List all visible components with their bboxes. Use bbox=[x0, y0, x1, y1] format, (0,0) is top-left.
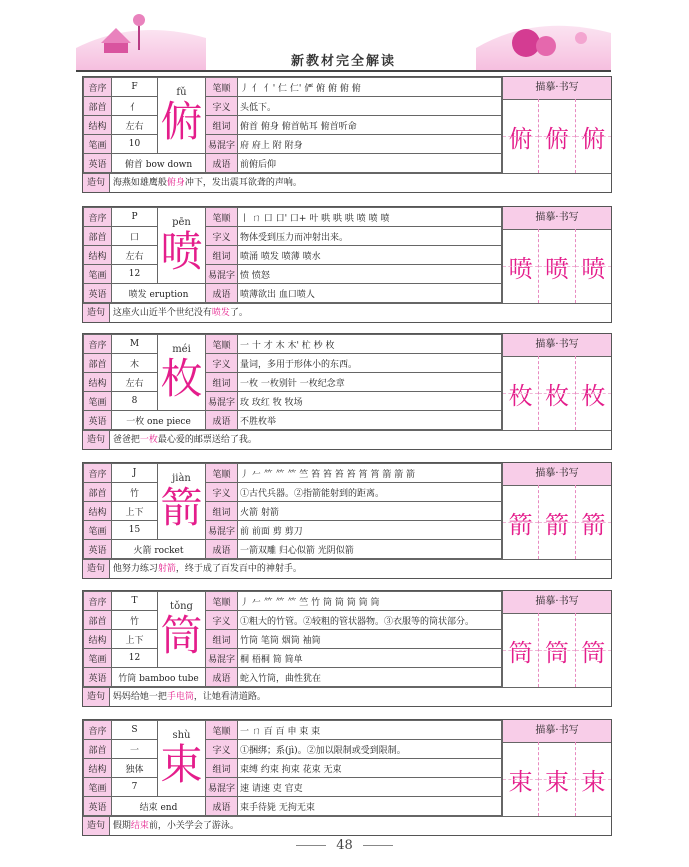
structure-value: 上下 bbox=[112, 502, 158, 521]
trace-cell[interactable]: 俯 bbox=[576, 99, 611, 173]
big-character bbox=[158, 78, 206, 154]
label-words: 组词 bbox=[206, 630, 238, 649]
label-strokes: 笔画 bbox=[84, 392, 112, 411]
sentence-row bbox=[83, 303, 611, 322]
confusable-value: 玫 玫红 牧 牧场 bbox=[238, 392, 502, 411]
header-banner bbox=[76, 8, 611, 70]
idiom-value: 不胜枚举 bbox=[238, 411, 502, 430]
big-character bbox=[158, 721, 206, 797]
sentence-highlight: 手电筒 bbox=[166, 692, 194, 702]
order-value: F bbox=[112, 78, 158, 97]
strokes-value: 7 bbox=[112, 778, 158, 797]
sentence-post: ，终于成了百发百中的神射手。 bbox=[175, 564, 302, 574]
sentence-pre: 海燕如雄鹰般 bbox=[112, 178, 167, 188]
trace-cell[interactable]: 束 bbox=[576, 742, 611, 816]
stroke-order-value: 丨 ㄇ 口 口' 口+ 叶 哄 哄 哄 喷 喷 喷 bbox=[238, 208, 502, 227]
trace-cell[interactable]: 俯 bbox=[503, 99, 539, 173]
trace-cell[interactable]: 枚 bbox=[539, 356, 575, 430]
label-order: 音序 bbox=[84, 208, 112, 227]
stroke-order-value: 丿 𠂉 ⺮ ⺮ ⺮ 竺 笞 笞 笞 笞 筲 筲 箭 箭 箭 bbox=[238, 464, 502, 483]
label-confusable: 易混字 bbox=[206, 392, 238, 411]
words-value: 火箭 射箭 bbox=[238, 502, 502, 521]
label-words: 组词 bbox=[206, 759, 238, 778]
sentence-pre: 他努力练习 bbox=[112, 564, 158, 574]
label-confusable: 易混字 bbox=[206, 649, 238, 668]
pinyin: shù bbox=[172, 729, 191, 741]
meaning-value: ①捆绑；系(jì)。②加以限制或受到限制。 bbox=[238, 740, 502, 759]
character-card bbox=[82, 76, 612, 193]
trace-label: 描摹·书写 bbox=[503, 207, 611, 230]
strokes-value: 12 bbox=[112, 265, 158, 284]
label-words: 组词 bbox=[206, 116, 238, 135]
words-value: 竹筒 笔筒 烟筒 袖筒 bbox=[238, 630, 502, 649]
trace-cell[interactable]: 枚 bbox=[576, 356, 611, 430]
trace-label: 描摹·书写 bbox=[503, 77, 611, 100]
sentence-row bbox=[83, 559, 611, 578]
sentence-row bbox=[83, 687, 611, 706]
stroke-order-value: 一 十 才 木 木' 杧 杪 枚 bbox=[238, 335, 502, 354]
label-english: 英语 bbox=[84, 797, 112, 816]
pinyin: pēn bbox=[172, 216, 191, 228]
idiom-value: 前俯后仰 bbox=[238, 154, 502, 173]
page-title: 新教材完全解读 bbox=[290, 54, 396, 69]
label-idiom: 成语 bbox=[206, 797, 238, 816]
sentence-post: 了。 bbox=[229, 308, 248, 318]
label-order: 音序 bbox=[84, 335, 112, 354]
label-radical: 部首 bbox=[84, 97, 112, 116]
label-confusable: 易混字 bbox=[206, 521, 238, 540]
trace-cell[interactable]: 枚 bbox=[503, 356, 539, 430]
confusable-value: 前 前面 剪 剪刀 bbox=[238, 521, 502, 540]
sentence-pre: 这座火山近半个世纪没有 bbox=[112, 308, 212, 318]
character: 束 bbox=[160, 739, 203, 789]
sentence-highlight: 射箭 bbox=[157, 564, 176, 574]
structure-value: 左右 bbox=[112, 373, 158, 392]
idiom-value: 一箭双雕 归心似箭 光阴似箭 bbox=[238, 540, 502, 559]
character-card bbox=[82, 462, 612, 579]
radical-value: 木 bbox=[112, 354, 158, 373]
stroke-order-value: 丿 亻 亻' 仁 仁' 俨 俯 俯 俯 俯 bbox=[238, 78, 502, 97]
meaning-value: ①古代兵器。②指箭能射到的距离。 bbox=[238, 483, 502, 502]
trace-cell[interactable]: 箭 bbox=[503, 485, 539, 559]
label-english: 英语 bbox=[84, 154, 112, 173]
meaning-value: ①粗大的竹管。②较粗的管状器物。③衣服等的筒状部分。 bbox=[238, 611, 502, 630]
words-value: 喷涌 喷发 喷薄 喷水 bbox=[238, 246, 502, 265]
meaning-value: 头低下。 bbox=[238, 97, 502, 116]
radical-value: 竹 bbox=[112, 611, 158, 630]
trace-cell[interactable]: 箭 bbox=[539, 485, 575, 559]
trace-label: 描摹·书写 bbox=[503, 334, 611, 357]
sentence-highlight: 一枚 bbox=[139, 435, 158, 445]
label-idiom: 成语 bbox=[206, 284, 238, 303]
trace-label: 描摹·书写 bbox=[503, 720, 611, 743]
sentence-row bbox=[83, 173, 611, 192]
label-idiom: 成语 bbox=[206, 154, 238, 173]
character: 枚 bbox=[160, 353, 203, 403]
words-value: 束缚 约束 拘束 花束 无束 bbox=[238, 759, 502, 778]
label-stroke-order: 笔顺 bbox=[206, 721, 238, 740]
label-idiom: 成语 bbox=[206, 668, 238, 687]
radical-value: 口 bbox=[112, 227, 158, 246]
label-radical: 部首 bbox=[84, 740, 112, 759]
radical-value: 竹 bbox=[112, 483, 158, 502]
order-value: T bbox=[112, 592, 158, 611]
trace-cell[interactable]: 喷 bbox=[576, 229, 611, 303]
order-value: P bbox=[112, 208, 158, 227]
label-english: 英语 bbox=[84, 540, 112, 559]
label-words: 组词 bbox=[206, 373, 238, 392]
label-order: 音序 bbox=[84, 464, 112, 483]
label-radical: 部首 bbox=[84, 354, 112, 373]
label-sentence: 造句 bbox=[83, 817, 110, 835]
sentence-row bbox=[83, 430, 611, 449]
label-sentence: 造句 bbox=[83, 431, 110, 449]
label-structure: 结构 bbox=[84, 116, 112, 135]
label-sentence: 造句 bbox=[83, 304, 110, 322]
english-value: 俯首 bow down bbox=[112, 154, 206, 173]
label-confusable: 易混字 bbox=[206, 265, 238, 284]
big-character bbox=[158, 464, 206, 540]
trace-cell[interactable]: 俯 bbox=[539, 99, 575, 173]
label-stroke-order: 笔顺 bbox=[206, 464, 238, 483]
label-stroke-order: 笔顺 bbox=[206, 335, 238, 354]
english-value: 火箭 rocket bbox=[112, 540, 206, 559]
pinyin: méi bbox=[172, 343, 191, 355]
sentence-highlight: 俯身 bbox=[166, 178, 185, 188]
label-strokes: 笔画 bbox=[84, 778, 112, 797]
strokes-value: 15 bbox=[112, 521, 158, 540]
strokes-value: 10 bbox=[112, 135, 158, 154]
label-meaning: 字义 bbox=[206, 483, 238, 502]
trace-cell[interactable]: 喷 bbox=[503, 229, 539, 303]
label-meaning: 字义 bbox=[206, 611, 238, 630]
trace-cell[interactable]: 箭 bbox=[576, 485, 611, 559]
confusable-value: 愤 愤怒 bbox=[238, 265, 502, 284]
sentence-post: ，让她看清道路。 bbox=[193, 692, 266, 702]
label-strokes: 笔画 bbox=[84, 135, 112, 154]
banner-divider bbox=[76, 70, 611, 72]
pinyin: tǒng bbox=[170, 600, 193, 612]
sentence-post: 前，小关学会了游泳。 bbox=[148, 821, 239, 831]
radical-value: 一 bbox=[112, 740, 158, 759]
structure-value: 左右 bbox=[112, 116, 158, 135]
label-stroke-order: 笔顺 bbox=[206, 78, 238, 97]
big-character bbox=[158, 208, 206, 284]
page-number: 48 bbox=[0, 838, 689, 853]
character-card bbox=[82, 719, 612, 836]
radical-value: 亻 bbox=[112, 97, 158, 116]
sentence-highlight: 喷发 bbox=[211, 308, 230, 318]
trace-cell[interactable]: 筒 bbox=[539, 613, 575, 687]
confusable-value: 府 府上 附 附身 bbox=[238, 135, 502, 154]
meaning-value: 量词，多用于形体小的东西。 bbox=[238, 354, 502, 373]
order-value: M bbox=[112, 335, 158, 354]
trace-label: 描摹·书写 bbox=[503, 591, 611, 614]
pinyin: fǔ bbox=[176, 86, 187, 98]
label-meaning: 字义 bbox=[206, 227, 238, 246]
label-structure: 结构 bbox=[84, 630, 112, 649]
trace-cell[interactable]: 喷 bbox=[539, 229, 575, 303]
character: 俯 bbox=[160, 96, 203, 146]
idiom-value: 蛇入竹筒，曲性犹在 bbox=[238, 668, 502, 687]
character: 筒 bbox=[160, 610, 203, 660]
structure-value: 上下 bbox=[112, 630, 158, 649]
sentence-highlight: 结束 bbox=[130, 821, 149, 831]
label-stroke-order: 笔顺 bbox=[206, 208, 238, 227]
label-sentence: 造句 bbox=[83, 174, 110, 192]
label-words: 组词 bbox=[206, 502, 238, 521]
label-structure: 结构 bbox=[84, 502, 112, 521]
label-radical: 部首 bbox=[84, 611, 112, 630]
big-character bbox=[158, 592, 206, 668]
english-value: 一枚 one piece bbox=[112, 411, 206, 430]
trace-box bbox=[502, 463, 611, 559]
structure-value: 左右 bbox=[112, 246, 158, 265]
label-order: 音序 bbox=[84, 592, 112, 611]
character: 喷 bbox=[160, 226, 203, 276]
label-sentence: 造句 bbox=[83, 560, 110, 578]
label-meaning: 字义 bbox=[206, 354, 238, 373]
label-confusable: 易混字 bbox=[206, 135, 238, 154]
label-sentence: 造句 bbox=[83, 688, 110, 706]
sentence-pre: 妈妈给她一把 bbox=[112, 692, 167, 702]
character-card bbox=[82, 206, 612, 323]
label-stroke-order: 笔顺 bbox=[206, 592, 238, 611]
label-english: 英语 bbox=[84, 411, 112, 430]
trace-box bbox=[502, 334, 611, 430]
label-strokes: 笔画 bbox=[84, 265, 112, 284]
strokes-value: 12 bbox=[112, 649, 158, 668]
label-meaning: 字义 bbox=[206, 97, 238, 116]
label-order: 音序 bbox=[84, 721, 112, 740]
label-order: 音序 bbox=[84, 78, 112, 97]
big-character bbox=[158, 335, 206, 411]
meaning-value: 物体受到压力而冲射出来。 bbox=[238, 227, 502, 246]
order-value: J bbox=[112, 464, 158, 483]
idiom-value: 喷薄欲出 血口喷人 bbox=[238, 284, 502, 303]
label-structure: 结构 bbox=[84, 373, 112, 392]
label-english: 英语 bbox=[84, 668, 112, 687]
confusable-value: 桐 梧桐 简 简单 bbox=[238, 649, 502, 668]
label-structure: 结构 bbox=[84, 759, 112, 778]
label-strokes: 笔画 bbox=[84, 649, 112, 668]
stroke-order-value: 一 ㄇ 百 百 申 束 束 bbox=[238, 721, 502, 740]
sentence-pre: 假期 bbox=[112, 821, 131, 831]
sentence-post: 冲下，发出震耳欲聋的声响。 bbox=[184, 178, 302, 188]
label-radical: 部首 bbox=[84, 483, 112, 502]
structure-value: 独体 bbox=[112, 759, 158, 778]
trace-box bbox=[502, 77, 611, 173]
trace-box bbox=[502, 591, 611, 687]
label-strokes: 笔画 bbox=[84, 521, 112, 540]
trace-cell[interactable]: 筒 bbox=[576, 613, 611, 687]
words-value: 俯首 俯身 俯首帖耳 俯首听命 bbox=[238, 116, 502, 135]
label-confusable: 易混字 bbox=[206, 778, 238, 797]
idiom-value: 束手待毙 无拘无束 bbox=[238, 797, 502, 816]
label-meaning: 字义 bbox=[206, 740, 238, 759]
trace-cell[interactable]: 束 bbox=[539, 742, 575, 816]
words-value: 一枚 一枚别针 一枚纪念章 bbox=[238, 373, 502, 392]
sentence-row bbox=[83, 816, 611, 835]
trace-cell[interactable]: 筒 bbox=[503, 613, 539, 687]
label-structure: 结构 bbox=[84, 246, 112, 265]
trace-box bbox=[502, 720, 611, 816]
trace-box bbox=[502, 207, 611, 303]
trace-label: 描摹·书写 bbox=[503, 463, 611, 486]
english-value: 喷发 eruption bbox=[112, 284, 206, 303]
english-value: 结束 end bbox=[112, 797, 206, 816]
order-value: S bbox=[112, 721, 158, 740]
english-value: 竹筒 bamboo tube bbox=[112, 668, 206, 687]
character-card bbox=[82, 590, 612, 707]
label-idiom: 成语 bbox=[206, 411, 238, 430]
label-words: 组词 bbox=[206, 246, 238, 265]
label-idiom: 成语 bbox=[206, 540, 238, 559]
character: 箭 bbox=[160, 482, 203, 532]
pinyin: jiàn bbox=[172, 472, 191, 484]
confusable-value: 速 请速 吏 官吏 bbox=[238, 778, 502, 797]
sentence-pre: 爸爸把 bbox=[112, 435, 140, 445]
sentence-post: 最心爱的邮票送给了我。 bbox=[157, 435, 257, 445]
strokes-value: 8 bbox=[112, 392, 158, 411]
label-english: 英语 bbox=[84, 284, 112, 303]
label-radical: 部首 bbox=[84, 227, 112, 246]
character-card bbox=[82, 333, 612, 450]
stroke-order-value: 丿 𠂉 ⺮ ⺮ ⺮ 竺 竹 筒 筒 筒 筒 筒 bbox=[238, 592, 502, 611]
trace-cell[interactable]: 束 bbox=[503, 742, 539, 816]
